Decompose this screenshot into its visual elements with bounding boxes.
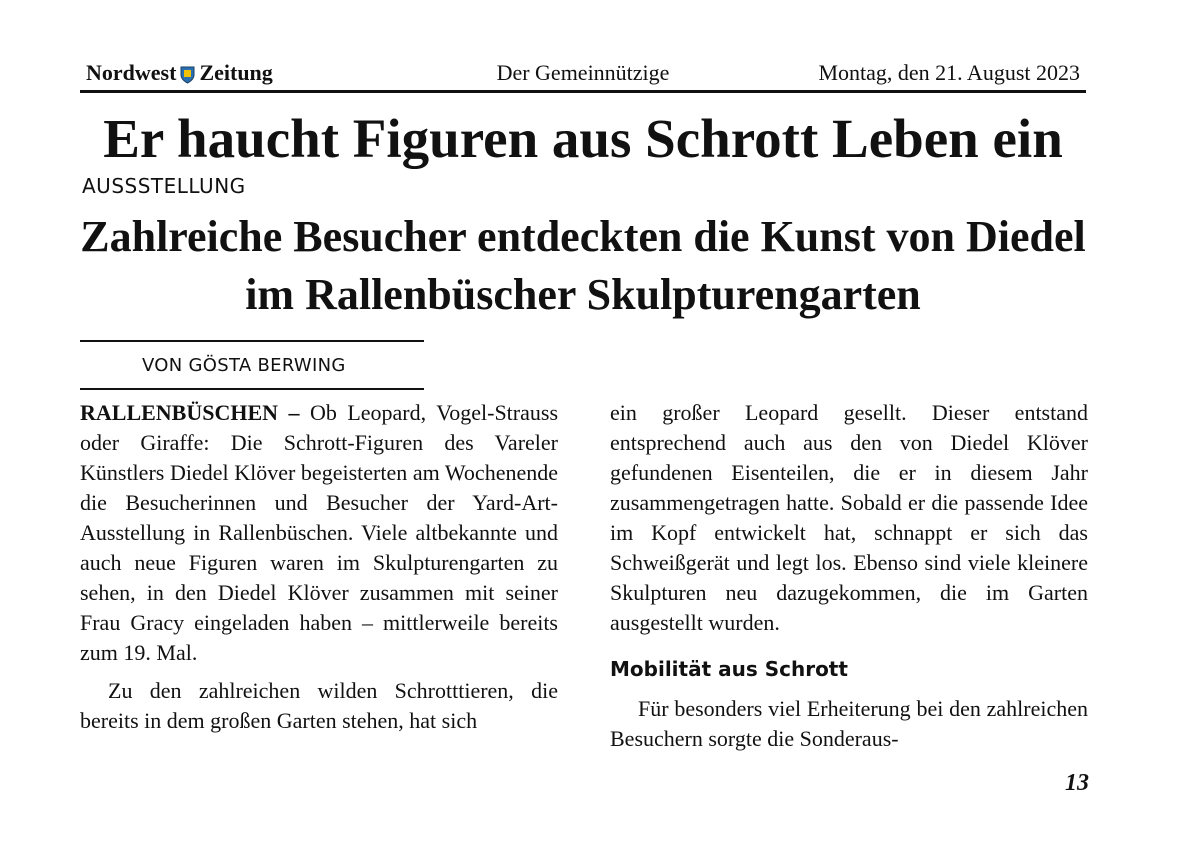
header-divider bbox=[80, 90, 1086, 93]
byline-top-rule bbox=[80, 340, 424, 342]
paragraph-1 bbox=[80, 398, 558, 668]
paragraph-2-start: Zu den zahlreichen wilden Schrotttieren, die bereits in dem großen Garten stehen, hat sich bbox=[80, 678, 558, 733]
article-headline: Er haucht Figuren aus Schrott Leben ein bbox=[103, 108, 1063, 169]
paragraph-1-text: Ob Leopard, Vogel-Strauss oder Giraffe: Die Schrott-Figuren des Vareler Künstlers Diedel Klöver begeisterten am Wochenende die Besucherinnen und Besucher der Yard-Art-Ausstellung in Rallenbüschen. Viele altbekannte und auch neue Figuren waren im Skulpturengarten zu sehen, in den Diedel Klöver zusammen mit seiner Frau Gracy eingeladen haben – mittlerweile bereits zum 19. Mal. bbox=[80, 400, 559, 665]
article-kicker: AUSSSTELLUNG bbox=[82, 174, 246, 198]
article-column-right bbox=[610, 398, 1088, 754]
article-subhead: Zahlreiche Besucher entdeckten die Kunst von Diedel im Rallenbüscher Skulpturengarten bbox=[80, 212, 1086, 319]
issue-date: Montag, den 21. August 2023 bbox=[818, 60, 1080, 85]
article-subheading: Mobilität aus Schrott bbox=[610, 657, 848, 681]
paragraph-2-continued: ein großer Leopard gesellt. Dieser entstand entsprechend auch aus den von Diedel Klöver gefundenen Eisenteilen, die er in diesem Jahr zusammengetragen hatte. Sobald er die passende Idee im Kopf entwickelt hat, schnappt er sich das Schweißgerät und legt los. Ebenso sind viele kleinere Skulpturen neu dazugekommen, die im Garten ausgestellt wurden. bbox=[610, 400, 1088, 635]
article-byline: VON GÖSTA BERWING bbox=[142, 355, 346, 376]
article-column-left bbox=[80, 398, 558, 736]
paragraph-3: Für besonders viel Erheiterung bei den zahlreichen Besuchern sorgte die Sonderaus- bbox=[610, 696, 1088, 751]
section-name: Der Gemeinnützige bbox=[496, 60, 670, 85]
brand-name-left: Nordwest bbox=[86, 60, 177, 85]
dateline: RALLENBÜSCHEN – bbox=[80, 400, 300, 425]
byline-bottom-rule bbox=[80, 388, 424, 390]
page-number: 13 bbox=[1065, 770, 1089, 796]
masthead bbox=[80, 58, 1086, 88]
brand-name-right: Zeitung bbox=[199, 60, 273, 85]
